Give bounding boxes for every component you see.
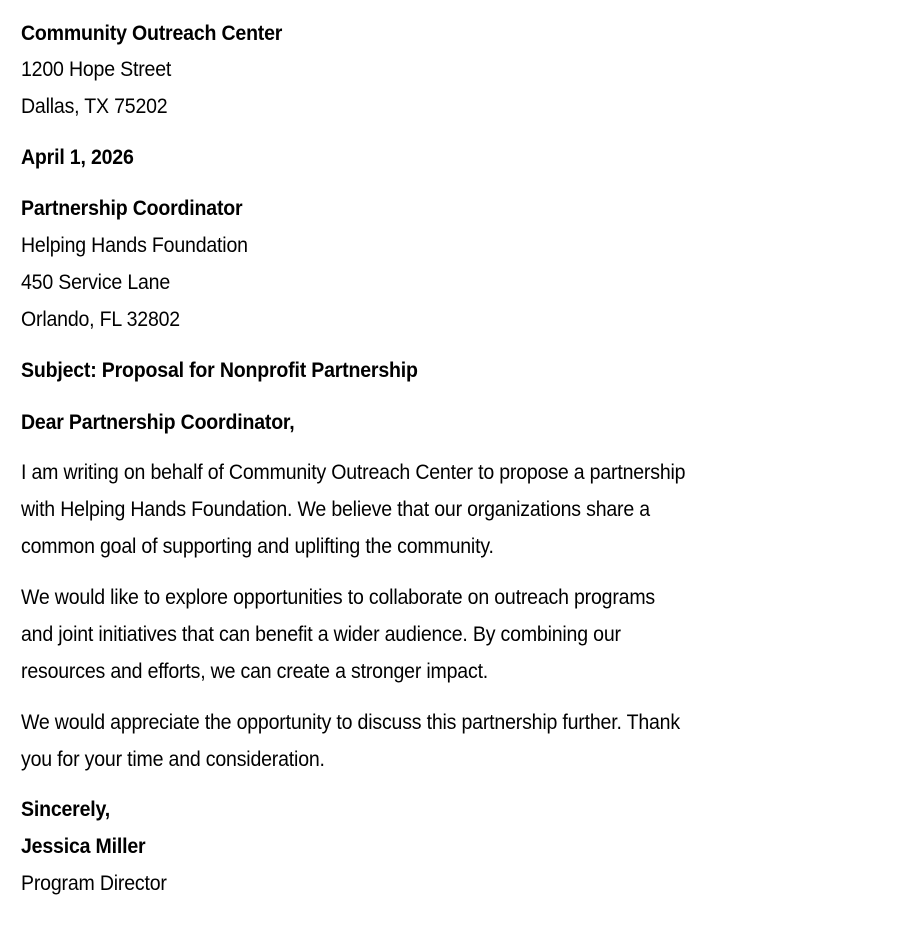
paragraph-line: you for your time and consideration. (21, 748, 325, 771)
signer-title: Program Director (21, 872, 167, 895)
sender-organization: Community Outreach Center (21, 22, 283, 45)
sender-street: 1200 Hope Street (21, 58, 172, 81)
paragraph-line: We would appreciate the opportunity to discuss this partnership further. Thank (21, 711, 680, 734)
recipient-street: 450 Service Lane (21, 271, 171, 294)
recipient-organization: Helping Hands Foundation (21, 234, 248, 257)
paragraph-line: resources and efforts, we can create a stronger impact. (21, 660, 489, 683)
letter-date: April 1, 2026 (21, 146, 134, 169)
closing-valediction: Sincerely, (21, 798, 110, 821)
paragraph-line: I am writing on behalf of Community Outreach Center to propose a partnership (21, 461, 686, 484)
recipient-city-state-zip: Orlando, FL 32802 (21, 308, 180, 331)
recipient-title: Partnership Coordinator (21, 197, 243, 220)
signer-name: Jessica Miller (21, 835, 146, 858)
paragraph-line: common goal of supporting and uplifting the community. (21, 535, 494, 558)
paragraph-line: with Helping Hands Foundation. We believe that our organizations share a (21, 498, 650, 521)
paragraph-line: We would like to explore opportunities to collaborate on outreach programs (21, 586, 655, 609)
salutation: Dear Partnership Coordinator, (21, 411, 295, 434)
subject-line: Subject: Proposal for Nonprofit Partnership (21, 359, 418, 382)
sender-city-state-zip: Dallas, TX 75202 (21, 95, 168, 118)
paragraph-line: and joint initiatives that can benefit a wider audience. By combining our (21, 623, 621, 646)
